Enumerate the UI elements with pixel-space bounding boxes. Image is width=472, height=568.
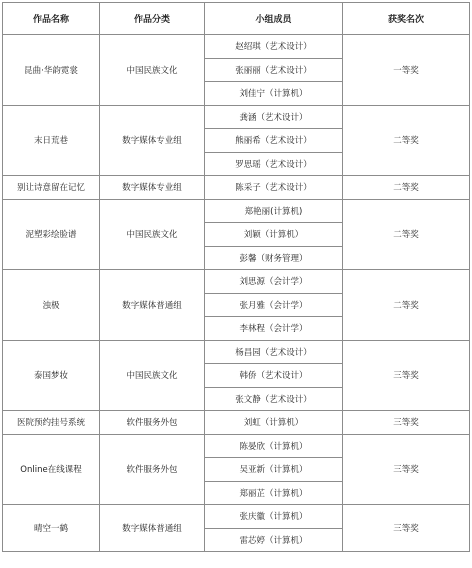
table-row [3,105,470,129]
awards-table [2,2,470,552]
member-cell: 赵绍琪（艺术设计） [205,35,343,59]
work-category-cell: 中国民族文化 [100,199,205,270]
work-name-cell: Online在线课程 [3,434,100,505]
member-cell: 郑丽芷（计算机） [205,481,343,505]
award-cell: 二等奖 [343,176,470,200]
member-cell: 李林程（会计学） [205,317,343,341]
work-name-cell: 昆曲·华韵霓裳 [3,35,100,106]
header-category: 作品分类 [100,3,205,35]
award-cell: 三等奖 [343,505,470,552]
work-category-cell: 中国民族文化 [100,340,205,411]
work-name-cell: 泥塑彩绘脸谱 [3,199,100,270]
award-cell: 三等奖 [343,411,470,435]
work-category-cell: 数字媒体专业组 [100,105,205,176]
award-cell: 一等奖 [343,35,470,106]
table-body [3,35,470,552]
table-row [3,411,470,435]
member-cell: 张文静（艺术设计） [205,387,343,411]
member-cell: 雷芯婷（计算机） [205,528,343,552]
header-row [3,3,470,35]
work-name-cell: 别让诗意留在记忆 [3,176,100,200]
work-name-cell: 浊极 [3,270,100,341]
work-name-cell: 医院预约挂号系统 [3,411,100,435]
member-cell: 彭馨（财务管理） [205,246,343,270]
member-cell: 刘虹（计算机） [205,411,343,435]
member-cell: 杨昌园（艺术设计） [205,340,343,364]
member-cell: 韩侨（艺术设计） [205,364,343,388]
member-cell: 刘思源（会计学） [205,270,343,294]
award-cell: 二等奖 [343,199,470,270]
award-cell: 二等奖 [343,270,470,341]
work-category-cell: 中国民族文化 [100,35,205,106]
member-cell: 陈晏欣（计算机） [205,434,343,458]
table-row [3,270,470,294]
table-row [3,340,470,364]
header-members: 小组成员 [205,3,343,35]
header-award: 获奖名次 [343,3,470,35]
member-cell: 刘佳宁（计算机） [205,82,343,106]
member-cell: 张庆徽（计算机） [205,505,343,529]
award-cell: 三等奖 [343,340,470,411]
member-cell: 张丽丽（艺术设计） [205,58,343,82]
member-cell: 熊丽希（艺术设计） [205,129,343,153]
member-cell: 张月雅（会计学） [205,293,343,317]
table-row [3,35,470,59]
table-row [3,505,470,529]
work-name-cell: 末日荒巷 [3,105,100,176]
member-cell: 陈采子（艺术设计） [205,176,343,200]
award-cell: 三等奖 [343,434,470,505]
member-cell: 罗思瑶（艺术设计） [205,152,343,176]
work-category-cell: 软件服务外包 [100,434,205,505]
work-name-cell: 晴空一鹤 [3,505,100,552]
work-category-cell: 数字媒体普通组 [100,270,205,341]
table-row [3,176,470,200]
work-name-cell: 泰国梦妆 [3,340,100,411]
table-row [3,434,470,458]
member-cell: 刘颖（计算机） [205,223,343,247]
table-row [3,199,470,223]
member-cell: 龚涵（艺术设计） [205,105,343,129]
work-category-cell: 数字媒体普通组 [100,505,205,552]
header-name: 作品名称 [3,3,100,35]
work-category-cell: 软件服务外包 [100,411,205,435]
work-category-cell: 数字媒体专业组 [100,176,205,200]
award-cell: 二等奖 [343,105,470,176]
member-cell: 郑艳丽(计算机) [205,199,343,223]
member-cell: 吴亚新（计算机） [205,458,343,482]
